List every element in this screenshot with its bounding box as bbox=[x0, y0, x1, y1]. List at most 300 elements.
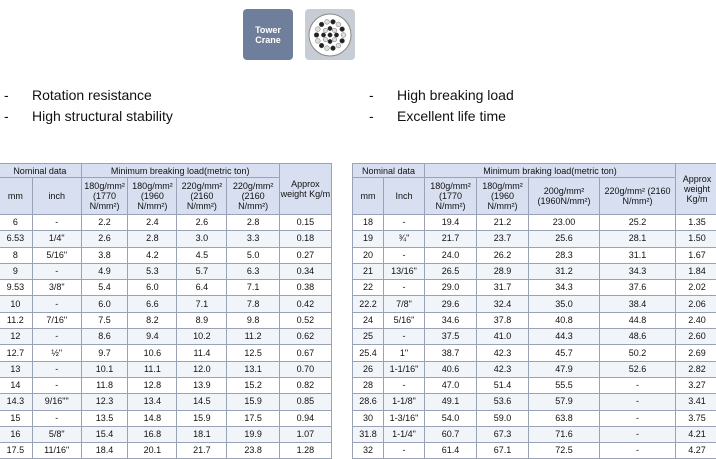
cell-inch: 7/8" bbox=[384, 296, 425, 312]
grade-header: 200g/mm² (1960N/mm²) bbox=[529, 178, 600, 215]
cell-mm: 13 bbox=[0, 361, 32, 377]
table-row bbox=[0, 361, 332, 377]
rope-wire bbox=[323, 28, 327, 32]
cell-load: 2.6 bbox=[177, 215, 227, 231]
cell-load: 5.7 bbox=[177, 263, 227, 279]
cell-load: 6.0 bbox=[81, 296, 128, 312]
rope-wire bbox=[319, 22, 324, 27]
cell-inch: - bbox=[384, 443, 425, 459]
cell-weight: 2.40 bbox=[676, 312, 716, 328]
cell-mm: 12 bbox=[0, 329, 32, 345]
cell-weight: 2.02 bbox=[676, 280, 716, 296]
cell-load: 48.6 bbox=[600, 329, 676, 345]
cell-load: 21.7 bbox=[177, 443, 227, 459]
cell-weight: 2.60 bbox=[676, 329, 716, 345]
table-row bbox=[353, 329, 716, 345]
cell-weight: 0.82 bbox=[279, 377, 331, 393]
cell-load: 55.5 bbox=[529, 377, 600, 393]
cell-load: 3.0 bbox=[177, 231, 227, 247]
cell-load: 61.4 bbox=[425, 443, 477, 459]
cell-load: 47.0 bbox=[425, 377, 477, 393]
cell-inch: 3/8" bbox=[32, 280, 81, 296]
rope-wire bbox=[319, 43, 324, 48]
table-row bbox=[353, 247, 716, 263]
cell-weight: 1.28 bbox=[279, 443, 331, 459]
cell-load: 28.1 bbox=[600, 231, 676, 247]
cell-load: 21.7 bbox=[425, 231, 477, 247]
table-row bbox=[0, 280, 332, 296]
cell-inch: - bbox=[32, 215, 81, 231]
cell-inch: - bbox=[32, 377, 81, 393]
table-row bbox=[0, 312, 332, 328]
cell-inch: 13/16" bbox=[384, 263, 425, 279]
nominal-data-header: Nominal data bbox=[0, 164, 81, 178]
cell-inch: 5/16" bbox=[32, 247, 81, 263]
cell-mm: 16 bbox=[0, 426, 32, 442]
rope-wire bbox=[314, 32, 319, 37]
cell-load: 7.8 bbox=[227, 296, 279, 312]
cell-load: 31.7 bbox=[477, 280, 529, 296]
cell-load: 11.8 bbox=[81, 377, 128, 393]
cell-load: 29.6 bbox=[425, 296, 477, 312]
cell-load: 16.8 bbox=[128, 426, 177, 442]
rope-wire bbox=[328, 39, 332, 43]
cell-load: - bbox=[600, 410, 676, 426]
rope-wire bbox=[341, 32, 346, 37]
cell-load: 10.6 bbox=[128, 345, 177, 361]
cell-load: 5.3 bbox=[128, 263, 177, 279]
cell-load: 40.8 bbox=[529, 312, 600, 328]
cell-weight: 0.94 bbox=[279, 410, 331, 426]
feature-text: High structural stability bbox=[32, 106, 173, 127]
table-row bbox=[0, 296, 332, 312]
cell-load: 15.2 bbox=[227, 377, 279, 393]
table-row bbox=[0, 215, 332, 231]
rope-wire bbox=[340, 38, 345, 43]
cell-load: 6.3 bbox=[227, 263, 279, 279]
cell-inch: 5/8" bbox=[32, 426, 81, 442]
feature-marker: - bbox=[4, 85, 32, 106]
cell-inch: - bbox=[384, 247, 425, 263]
cell-mm: 6.53 bbox=[0, 231, 32, 247]
cell-weight: 1.35 bbox=[676, 215, 716, 231]
cell-load: 18.4 bbox=[81, 443, 128, 459]
cell-weight: 0.38 bbox=[279, 280, 331, 296]
cell-load: 54.0 bbox=[425, 410, 477, 426]
cell-load: 47.9 bbox=[529, 361, 600, 377]
rope-wire bbox=[321, 32, 325, 36]
table-row bbox=[353, 410, 716, 426]
cell-mm: 26 bbox=[353, 361, 384, 377]
cell-load: 12.8 bbox=[128, 377, 177, 393]
spec-table-right bbox=[352, 163, 716, 459]
table-row bbox=[0, 394, 332, 410]
cell-load: 13.9 bbox=[177, 377, 227, 393]
cell-inch: ½" bbox=[32, 345, 81, 361]
table-row bbox=[353, 394, 716, 410]
cell-inch: 1-1/16" bbox=[384, 361, 425, 377]
cell-load: 37.6 bbox=[600, 280, 676, 296]
inch-header: Inch bbox=[384, 178, 425, 215]
rope-wire bbox=[315, 26, 320, 31]
cell-inch: ¾" bbox=[384, 231, 425, 247]
cell-load: 6.4 bbox=[177, 280, 227, 296]
weight-header: Approx weight Kg/m bbox=[676, 164, 716, 215]
cell-load: 12.3 bbox=[81, 394, 128, 410]
table-row bbox=[0, 247, 332, 263]
cell-load: 25.6 bbox=[529, 231, 600, 247]
cell-load: 26.2 bbox=[477, 247, 529, 263]
table-row bbox=[353, 426, 716, 442]
rope-wire bbox=[332, 37, 336, 41]
cell-inch: 1-1/8" bbox=[384, 394, 425, 410]
cell-load: 42.3 bbox=[477, 361, 529, 377]
feature-marker: - bbox=[4, 106, 32, 127]
cell-mm: 28 bbox=[353, 377, 384, 393]
cell-load: 3.8 bbox=[81, 247, 128, 263]
cell-mm: 31.8 bbox=[353, 426, 384, 442]
cell-load: 45.7 bbox=[529, 345, 600, 361]
table-row bbox=[0, 329, 332, 345]
cell-mm: 18 bbox=[353, 215, 384, 231]
cell-load: 28.3 bbox=[529, 247, 600, 263]
table-row bbox=[353, 443, 716, 459]
cell-load: 32.4 bbox=[477, 296, 529, 312]
cell-inch: - bbox=[32, 329, 81, 345]
table-row bbox=[0, 263, 332, 279]
cell-load: 23.7 bbox=[477, 231, 529, 247]
cell-mm: 25 bbox=[353, 329, 384, 345]
cell-load: 44.3 bbox=[529, 329, 600, 345]
cell-load: 6.0 bbox=[128, 280, 177, 296]
cell-load: 10.2 bbox=[177, 329, 227, 345]
cell-load: - bbox=[600, 377, 676, 393]
table-row bbox=[0, 345, 332, 361]
cell-load: 4.9 bbox=[81, 263, 128, 279]
spec-table-left bbox=[0, 163, 332, 459]
rope-wire bbox=[323, 37, 327, 41]
cell-weight: 0.18 bbox=[279, 231, 331, 247]
table-row bbox=[353, 345, 716, 361]
rope-wire bbox=[328, 32, 332, 36]
badge-line-2: Crane bbox=[255, 35, 281, 45]
cell-inch: 7/16" bbox=[32, 312, 81, 328]
cell-load: 37.8 bbox=[477, 312, 529, 328]
cell-mm: 22.2 bbox=[353, 296, 384, 312]
cell-inch: 1-3/16" bbox=[384, 410, 425, 426]
cell-load: 2.8 bbox=[128, 231, 177, 247]
cell-load: 9.4 bbox=[128, 329, 177, 345]
cell-load: 14.8 bbox=[128, 410, 177, 426]
table-row bbox=[353, 296, 716, 312]
cell-load: 19.9 bbox=[227, 426, 279, 442]
cell-load: - bbox=[600, 443, 676, 459]
table-row bbox=[353, 215, 716, 231]
cell-load: 42.3 bbox=[477, 345, 529, 361]
cell-weight: 0.62 bbox=[279, 329, 331, 345]
grade-header: 180g/mm² (1770 N/mm²) bbox=[425, 178, 477, 215]
cell-mm: 9 bbox=[0, 263, 32, 279]
cell-load: 10.1 bbox=[81, 361, 128, 377]
cell-mm: 15 bbox=[0, 410, 32, 426]
cell-load: 2.2 bbox=[81, 215, 128, 231]
rope-wire bbox=[328, 26, 332, 30]
feature-text: High breaking load bbox=[397, 85, 514, 106]
table-row bbox=[353, 377, 716, 393]
table-row bbox=[353, 231, 716, 247]
cell-load: 59.0 bbox=[477, 410, 529, 426]
feature-marker: - bbox=[369, 106, 397, 127]
cell-load: 4.2 bbox=[128, 247, 177, 263]
cell-load: 38.7 bbox=[425, 345, 477, 361]
feature-marker: - bbox=[369, 85, 397, 106]
cell-load: 3.3 bbox=[227, 231, 279, 247]
mm-header: mm bbox=[353, 178, 384, 215]
grade-header: 220g/mm² (2160 N/mm²) bbox=[600, 178, 676, 215]
cell-load: 17.5 bbox=[227, 410, 279, 426]
feature-item bbox=[369, 106, 514, 127]
min-breaking-load-header: Minimum braking load(metric ton) bbox=[425, 164, 676, 178]
cell-load: 20.1 bbox=[128, 443, 177, 459]
rope-wire bbox=[340, 26, 345, 31]
cell-load: 8.6 bbox=[81, 329, 128, 345]
cell-load: 7.5 bbox=[81, 312, 128, 328]
cell-inch: 5/16" bbox=[384, 312, 425, 328]
cell-load: 7.1 bbox=[227, 280, 279, 296]
cell-mm: 17.5 bbox=[0, 443, 32, 459]
cell-load: 11.4 bbox=[177, 345, 227, 361]
table-row bbox=[353, 263, 716, 279]
cell-weight: 3.27 bbox=[676, 377, 716, 393]
cell-load: 8.2 bbox=[128, 312, 177, 328]
cell-load: 37.5 bbox=[425, 329, 477, 345]
table-row bbox=[353, 312, 716, 328]
cell-load: 6.6 bbox=[128, 296, 177, 312]
cell-mm: 9.53 bbox=[0, 280, 32, 296]
cell-inch: 1-1/4" bbox=[384, 426, 425, 442]
cell-weight: 0.67 bbox=[279, 345, 331, 361]
cell-load: 2.6 bbox=[81, 231, 128, 247]
cell-inch: - bbox=[32, 296, 81, 312]
table-row bbox=[0, 426, 332, 442]
cell-load: 31.2 bbox=[529, 263, 600, 279]
cell-inch: - bbox=[32, 361, 81, 377]
cell-load: 2.4 bbox=[128, 215, 177, 231]
cell-load: 23.00 bbox=[529, 215, 600, 231]
wire-rope-cross-section-icon bbox=[305, 9, 355, 60]
cell-inch: - bbox=[32, 263, 81, 279]
table-row bbox=[0, 377, 332, 393]
cell-inch: 11/16" bbox=[32, 443, 81, 459]
cell-inch: - bbox=[384, 215, 425, 231]
cell-load: 14.5 bbox=[177, 394, 227, 410]
cell-load: 5.4 bbox=[81, 280, 128, 296]
min-breaking-load-header: Minimum breaking load(metric ton) bbox=[81, 164, 279, 178]
cell-load: 13.4 bbox=[128, 394, 177, 410]
cell-weight: 3.41 bbox=[676, 394, 716, 410]
cell-load: 28.9 bbox=[477, 263, 529, 279]
grade-header: 180g/mm² (1960 N/mm²) bbox=[477, 178, 529, 215]
table-body bbox=[0, 215, 332, 459]
cell-load: 34.3 bbox=[529, 280, 600, 296]
cell-mm: 32 bbox=[353, 443, 384, 459]
cell-weight: 4.27 bbox=[676, 443, 716, 459]
cell-load: 34.3 bbox=[600, 263, 676, 279]
cell-load: 9.8 bbox=[227, 312, 279, 328]
cell-mm: 14.3 bbox=[0, 394, 32, 410]
cell-load: 23.8 bbox=[227, 443, 279, 459]
cell-load: 72.5 bbox=[529, 443, 600, 459]
cell-load: 52.6 bbox=[600, 361, 676, 377]
cell-weight: 0.42 bbox=[279, 296, 331, 312]
cell-weight: 0.34 bbox=[279, 263, 331, 279]
cell-load: 4.5 bbox=[177, 247, 227, 263]
cell-load: 12.0 bbox=[177, 361, 227, 377]
cell-load: 2.8 bbox=[227, 215, 279, 231]
cell-weight: 0.52 bbox=[279, 312, 331, 328]
cell-weight: 2.69 bbox=[676, 345, 716, 361]
cell-mm: 21 bbox=[353, 263, 384, 279]
cell-load: 29.0 bbox=[425, 280, 477, 296]
cell-load: 8.9 bbox=[177, 312, 227, 328]
rope-wire bbox=[325, 19, 330, 24]
weight-header: Approx weight Kg/m bbox=[279, 164, 331, 215]
rope-wire bbox=[331, 45, 336, 50]
cell-load: 18.1 bbox=[177, 426, 227, 442]
cell-mm: 19 bbox=[353, 231, 384, 247]
cell-weight: 0.15 bbox=[279, 215, 331, 231]
cell-mm: 24 bbox=[353, 312, 384, 328]
cell-mm: 30 bbox=[353, 410, 384, 426]
cell-load: 63.8 bbox=[529, 410, 600, 426]
table-row bbox=[0, 410, 332, 426]
feature-list-left bbox=[4, 85, 173, 127]
nominal-data-header: Nominal data bbox=[353, 164, 425, 178]
cell-load: 38.4 bbox=[600, 296, 676, 312]
cell-load: 11.2 bbox=[227, 329, 279, 345]
cell-load: 31.1 bbox=[600, 247, 676, 263]
table-row bbox=[353, 361, 716, 377]
rope-wire bbox=[331, 19, 336, 24]
cell-mm: 22 bbox=[353, 280, 384, 296]
cell-load: 15.4 bbox=[81, 426, 128, 442]
cell-load: 13.5 bbox=[81, 410, 128, 426]
rope-wire bbox=[325, 45, 330, 50]
cell-load: 60.7 bbox=[425, 426, 477, 442]
cell-mm: 6 bbox=[0, 215, 32, 231]
cell-weight: 0.27 bbox=[279, 247, 331, 263]
cell-load: 5.0 bbox=[227, 247, 279, 263]
grade-header: 180g/mm² (1960 N/mm²) bbox=[128, 178, 177, 215]
grade-header: 220g/mm² (2160 N/mm²) bbox=[177, 178, 227, 215]
cell-inch: - bbox=[384, 377, 425, 393]
table-row bbox=[353, 280, 716, 296]
cell-weight: 0.85 bbox=[279, 394, 331, 410]
feature-text: Rotation resistance bbox=[32, 85, 152, 106]
cell-load: 15.9 bbox=[227, 394, 279, 410]
cell-mm: 8 bbox=[0, 247, 32, 263]
feature-item bbox=[4, 106, 173, 127]
cell-mm: 12.7 bbox=[0, 345, 32, 361]
cell-load: 12.5 bbox=[227, 345, 279, 361]
badge-line-1: Tower bbox=[255, 25, 281, 35]
feature-list-right bbox=[369, 85, 514, 127]
rope-wire bbox=[332, 28, 336, 32]
cell-inch: - bbox=[384, 329, 425, 345]
cell-mm: 11.2 bbox=[0, 312, 32, 328]
rope-wire bbox=[315, 38, 320, 43]
table-row bbox=[0, 231, 332, 247]
cell-load: 67.1 bbox=[477, 443, 529, 459]
cell-load: 41.0 bbox=[477, 329, 529, 345]
cell-weight: 1.67 bbox=[676, 247, 716, 263]
feature-item bbox=[369, 85, 514, 106]
cell-weight: 1.84 bbox=[676, 263, 716, 279]
cell-load: 7.1 bbox=[177, 296, 227, 312]
cell-inch: - bbox=[32, 410, 81, 426]
grade-header: 220g/mm² (2160 N/mm²) bbox=[227, 178, 279, 215]
feature-text: Excellent life time bbox=[397, 106, 506, 127]
cell-weight: 3.75 bbox=[676, 410, 716, 426]
grade-header: 180g/mm² (1770 N/mm²) bbox=[81, 178, 128, 215]
cell-load: 50.2 bbox=[600, 345, 676, 361]
inch-header: inch bbox=[32, 178, 81, 215]
cell-load: 15.9 bbox=[177, 410, 227, 426]
rope-cross-section-graphic bbox=[307, 12, 353, 58]
cell-load: 49.1 bbox=[425, 394, 477, 410]
feature-item bbox=[4, 85, 173, 106]
cell-load: - bbox=[600, 394, 676, 410]
rope-wire bbox=[336, 22, 341, 27]
table-body bbox=[353, 215, 716, 459]
rope-wire bbox=[334, 32, 338, 36]
cell-inch: 1/4" bbox=[32, 231, 81, 247]
cell-load: 13.1 bbox=[227, 361, 279, 377]
rope-wire bbox=[336, 43, 341, 48]
cell-weight: 1.50 bbox=[676, 231, 716, 247]
cell-load: 57.9 bbox=[529, 394, 600, 410]
cell-weight: 2.06 bbox=[676, 296, 716, 312]
cell-load: 67.3 bbox=[477, 426, 529, 442]
cell-load: 26.5 bbox=[425, 263, 477, 279]
cell-load: 35.0 bbox=[529, 296, 600, 312]
cell-load: 34.6 bbox=[425, 312, 477, 328]
mm-header: mm bbox=[0, 178, 32, 215]
cell-mm: 10 bbox=[0, 296, 32, 312]
cell-load: 71.6 bbox=[529, 426, 600, 442]
cell-load: 40.6 bbox=[425, 361, 477, 377]
cell-weight: 0.70 bbox=[279, 361, 331, 377]
cell-load: 11.1 bbox=[128, 361, 177, 377]
cell-mm: 28.6 bbox=[353, 394, 384, 410]
cell-inch: - bbox=[384, 280, 425, 296]
cell-mm: 25.4 bbox=[353, 345, 384, 361]
cell-load: 21.2 bbox=[477, 215, 529, 231]
cell-inch: 1" bbox=[384, 345, 425, 361]
cell-weight: 1.07 bbox=[279, 426, 331, 442]
table-row bbox=[0, 443, 332, 459]
cell-load: 44.8 bbox=[600, 312, 676, 328]
cell-load: 19.4 bbox=[425, 215, 477, 231]
tower-crane-badge bbox=[243, 9, 293, 60]
cell-mm: 20 bbox=[353, 247, 384, 263]
cell-mm: 14 bbox=[0, 377, 32, 393]
cell-load: 53.6 bbox=[477, 394, 529, 410]
cell-load: 9.7 bbox=[81, 345, 128, 361]
cell-load: - bbox=[600, 426, 676, 442]
cell-load: 24.0 bbox=[425, 247, 477, 263]
cell-load: 25.2 bbox=[600, 215, 676, 231]
